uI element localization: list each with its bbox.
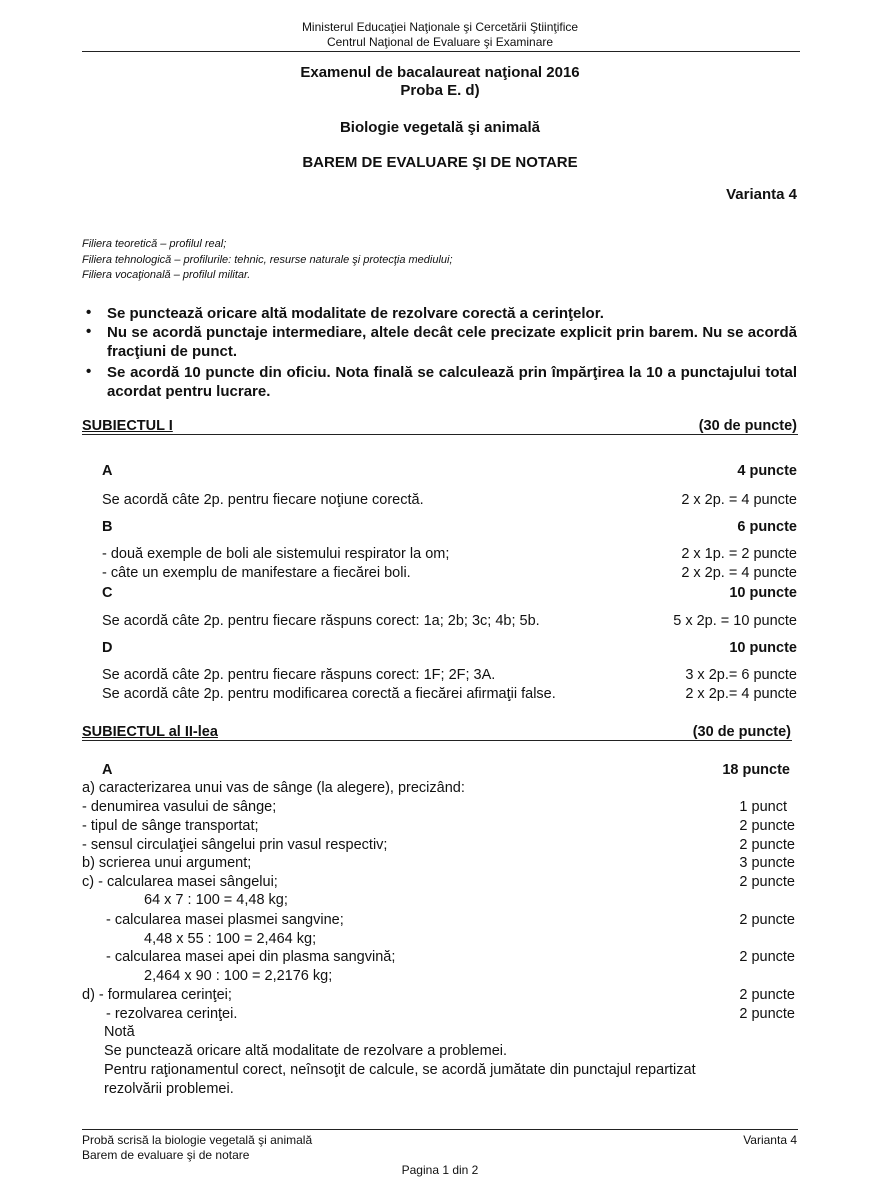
score-text: Se acordă câte 2p. pentru fiecare răspuns corect: 1a; 2b; 3c; 4b; 5b.: [102, 613, 540, 629]
score-text: Se acordă câte 2p. pentru fiecare răspuns corect: 1F; 2F; 3A.: [102, 667, 496, 683]
note-row: [82, 1062, 795, 1081]
item-header-a: [102, 463, 797, 483]
section-points: (30 de puncte): [698, 418, 797, 434]
bullet-icon: •: [86, 323, 92, 340]
score-points: 2 x 2p.= 4 puncte: [685, 686, 797, 702]
bullet-icon: •: [86, 363, 92, 380]
score-points: 2 puncte: [739, 987, 795, 1003]
section-title: SUBIECTUL I: [82, 418, 173, 434]
item-label: C: [102, 585, 113, 601]
score-points: 2 puncte: [739, 818, 795, 834]
note-label: Notă: [104, 1024, 135, 1040]
score-points: 2 x 2p. = 4 puncte: [681, 492, 797, 508]
score-text: d) - formularea cerinţei;: [82, 987, 232, 1003]
score-points: 2 puncte: [739, 874, 795, 890]
note-row: [82, 1043, 795, 1062]
score-text: - câte un exemplu de manifestare a fiecărei boli.: [102, 565, 411, 581]
item-points: 4 puncte: [737, 463, 797, 479]
score-text: a) caracterizarea unui vas de sânge (la alegere), precizând:: [82, 780, 465, 796]
item-label: A: [102, 762, 113, 778]
score-points: 5 x 2p. = 10 puncte: [673, 613, 797, 629]
score-text: Se acordă câte 2p. pentru fiecare noţiune corectă.: [102, 492, 424, 508]
footer-barem: Barem de evaluare şi de notare: [82, 1148, 250, 1162]
note-row: [82, 1081, 795, 1100]
item-points: 10 puncte: [729, 585, 797, 601]
evaluation-center-name: Centrul Naţional de Evaluare şi Examinare: [326, 35, 554, 49]
exam-proba: Proba E. d): [400, 82, 480, 99]
formula-text: 64 x 7 : 100 = 4,48 kg;: [144, 892, 288, 908]
section-title: SUBIECTUL al II-lea: [82, 724, 218, 740]
rule-item: Se acordă 10 puncte din oficiu. Nota finală se calculează prin împărţirea la 10 a punctajului total acordat pentru lucrare.: [107, 364, 797, 400]
footer-subject: Probă scrisă la biologie vegetală şi animală: [82, 1133, 313, 1147]
exam-subject: Biologie vegetală şi animală: [339, 119, 541, 136]
score-points: 2 x 2p. = 4 puncte: [681, 565, 797, 581]
score-points: 2 puncte: [739, 949, 795, 965]
rule-item: Se punctează oricare altă modalitate de rezolvare corectă a cerinţelor.: [107, 305, 604, 322]
score-points: 2 puncte: [739, 1006, 795, 1022]
header-divider: [82, 51, 800, 52]
section-points: (30 de puncte): [692, 724, 791, 740]
score-text: - denumirea vasului de sânge;: [82, 799, 277, 815]
filiera-line: Filiera teoretică – profilul real;: [82, 238, 227, 250]
score-row: [82, 855, 795, 874]
score-row: [82, 780, 795, 799]
item-points: 10 puncte: [729, 640, 797, 656]
page-number: Pagina 1 din 2: [401, 1163, 479, 1177]
score-row: [82, 837, 795, 856]
formula-row: [82, 892, 795, 911]
item-label: A: [102, 463, 113, 479]
bullet-icon: •: [86, 304, 92, 321]
item-label: B: [102, 519, 113, 535]
formula-text: 4,48 x 55 : 100 = 2,464 kg;: [144, 931, 317, 947]
score-row: [102, 565, 797, 585]
score-row: [102, 613, 797, 633]
exam-title: Examenul de bacalaureat naţional 2016: [300, 64, 580, 81]
score-row: [82, 1006, 795, 1025]
score-row: [82, 949, 795, 968]
formula-row: [82, 931, 795, 950]
section-underline: [82, 740, 792, 741]
score-row: [82, 912, 795, 931]
rule-item: Nu se acordă punctaje intermediare, altele decât cele precizate explicit prin barem. Nu se acordă fracţiuni de punct.: [107, 324, 797, 360]
score-points: 1 punct: [739, 799, 787, 815]
score-text: - două exemple de boli ale sistemului respirator la om;: [102, 546, 450, 562]
note-title: [82, 1024, 795, 1043]
variant-label: Varianta 4: [726, 186, 797, 203]
score-row: [102, 667, 797, 687]
score-points: 3 x 2p.= 6 puncte: [685, 667, 797, 683]
item-header-b: [102, 519, 797, 539]
filiera-line: Filiera vocaţională – profilul militar.: [82, 269, 251, 281]
item-header-d: [102, 640, 797, 660]
item-points: 18 puncte: [722, 762, 790, 778]
item-header-a: [102, 762, 790, 782]
score-text: - sensul circulaţiei sângelui prin vasul respectiv;: [82, 837, 388, 853]
score-row: [102, 546, 797, 566]
score-text: - tipul de sânge transportat;: [82, 818, 259, 834]
score-text: - calcularea masei plasmei sangvine;: [106, 912, 344, 928]
section-underline: [82, 434, 798, 435]
score-points: 2 puncte: [739, 912, 795, 928]
footer-divider: [82, 1129, 798, 1130]
formula-text: 2,464 x 90 : 100 = 2,2176 kg;: [144, 968, 333, 984]
item-points: 6 puncte: [737, 519, 797, 535]
item-label: D: [102, 640, 113, 656]
score-row: [102, 492, 797, 512]
score-text: - calcularea masei apei din plasma sangvină;: [106, 949, 396, 965]
score-text: Se acordă câte 2p. pentru modificarea corectă a fiecărei afirmaţii false.: [102, 686, 556, 702]
score-row: [82, 818, 795, 837]
barem-title: BAREM DE EVALUARE ŞI DE NOTARE: [302, 154, 578, 171]
score-row: [82, 987, 795, 1006]
filiera-line: Filiera tehnologică – profilurile: tehnic, resurse naturale şi protecţia mediului;: [82, 254, 453, 266]
score-text: - rezolvarea cerinţei.: [106, 1006, 238, 1022]
note-text: rezolvării problemei.: [104, 1081, 234, 1097]
score-points: 2 x 1p. = 2 puncte: [681, 546, 797, 562]
item-header-c: [102, 585, 797, 605]
formula-row: [82, 968, 795, 987]
note-text: Se punctează oricare altă modalitate de rezolvare a problemei.: [104, 1043, 508, 1059]
score-text: c) - calcularea masei sângelui;: [82, 874, 278, 890]
score-row: [102, 686, 797, 706]
footer-variant: Varianta 4: [743, 1133, 797, 1147]
score-text: b) scrierea unui argument;: [82, 855, 252, 871]
ministry-name: Ministerul Educaţiei Naţionale şi Cercetării Ştiinţifice: [301, 20, 579, 34]
score-row: [82, 874, 795, 893]
note-text: Pentru raţionamentul corect, neînsoţit de calcule, se acordă jumătate din punctajul repartizat: [104, 1062, 696, 1078]
score-row: [82, 799, 795, 818]
score-points: 2 puncte: [739, 837, 795, 853]
score-points: 3 puncte: [739, 855, 795, 871]
